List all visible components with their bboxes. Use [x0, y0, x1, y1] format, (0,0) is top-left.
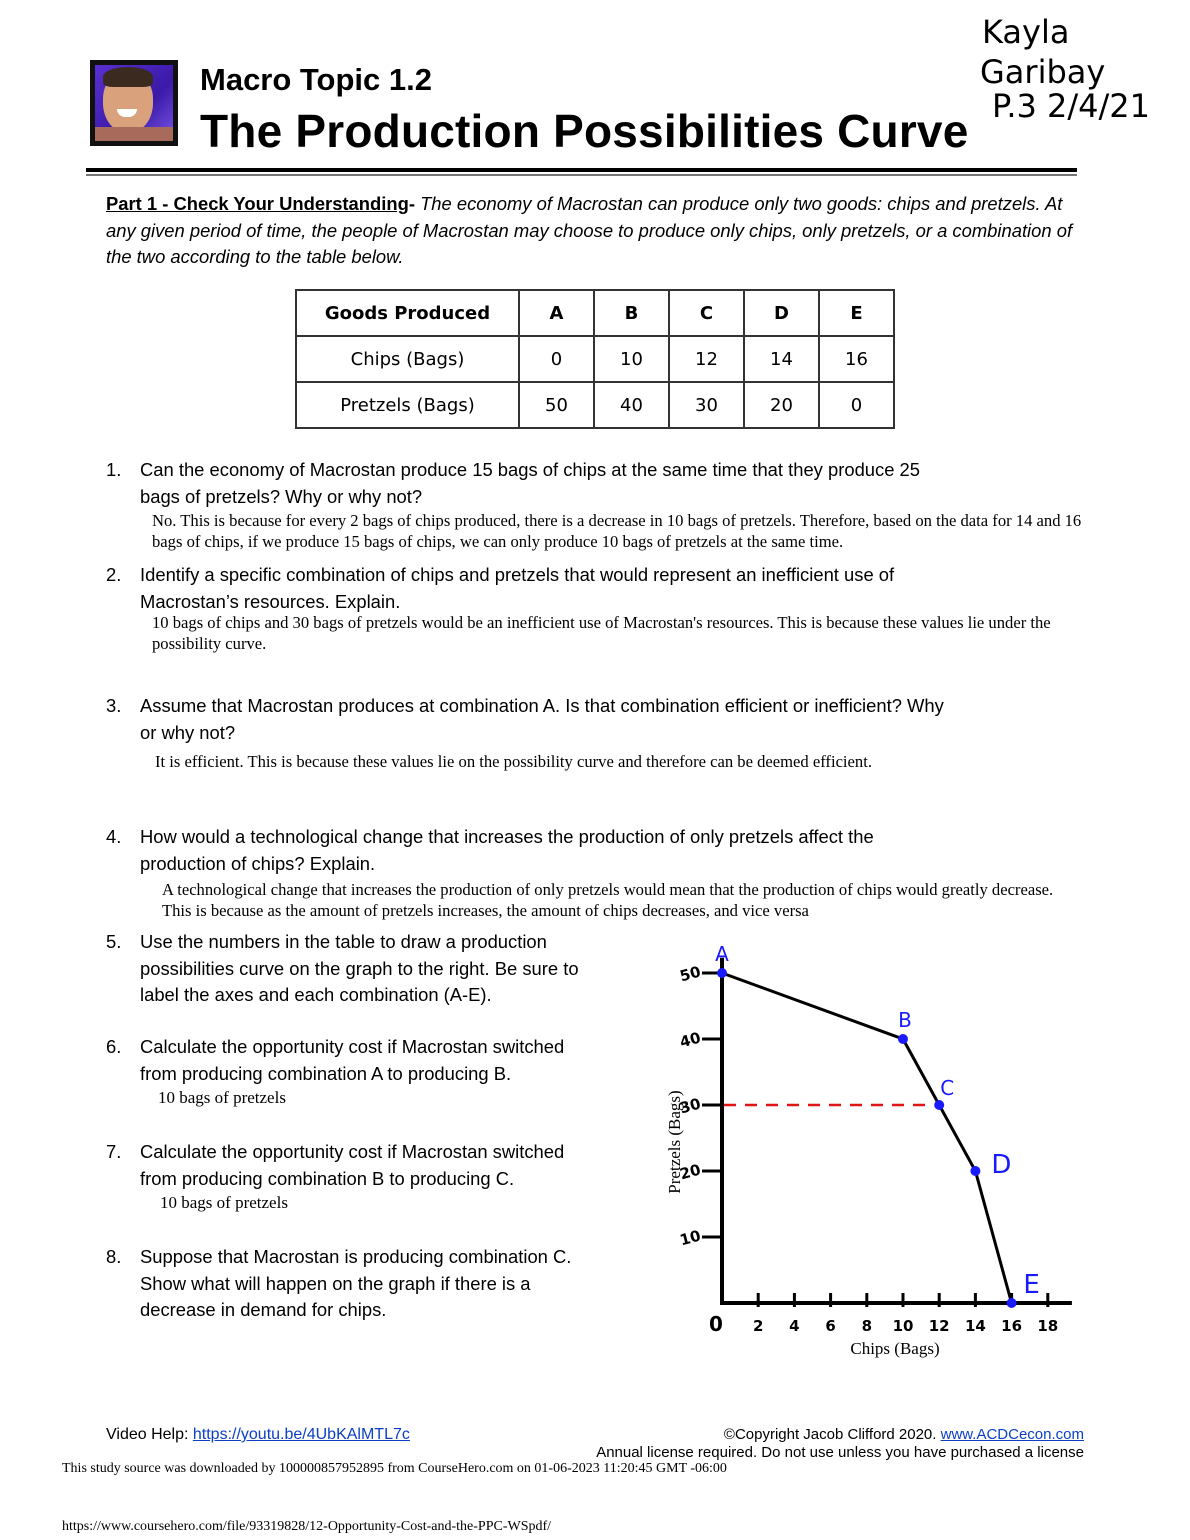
answer-6[interactable]: 10 bags of pretzels [158, 1088, 286, 1107]
answer-7[interactable]: 10 bags of pretzels [160, 1193, 288, 1212]
table-header-cell: A [519, 290, 594, 336]
table-cell: 0 [819, 382, 894, 428]
topic-heading: Macro Topic 1.2 [200, 62, 432, 97]
header-divider-thin [86, 174, 1077, 176]
question-line: Can the economy of Macrostan produce 15 bags of chips at the same time that they produce 25 [140, 459, 921, 480]
question-5 [106, 929, 666, 1014]
question-number: 6. [106, 1036, 122, 1057]
y-tick-label: 50 [677, 962, 703, 986]
answer-4[interactable]: A technological change that increases the production of only pretzels would mean that the production of chips would greatly decrease. This is because as the amount of pretzels increases, the amount of chips decreases, and vice versa [162, 880, 1054, 920]
ppc-line [722, 973, 1012, 1303]
question-number: 1. [106, 459, 122, 480]
point-label-e: E [1023, 1270, 1040, 1300]
question-number: 5. [106, 931, 122, 952]
table-header-cell: D [744, 290, 819, 336]
y-tick-label: 40 [677, 1028, 703, 1052]
table-cell: 16 [819, 336, 894, 382]
answer-1[interactable]: No. This is because for every 2 bags of chips produced, there is a decrease in 10 bags of pretzels. Therefore, based on the data for 14 and 16 bags of chips, if we produce 15 bags of chips, we can only produce 10 bags of pretzels at the same time. [152, 511, 1082, 551]
table-cell: 14 [744, 336, 819, 382]
table-cell: 20 [744, 382, 819, 428]
point-label-d: D [991, 1150, 1012, 1180]
question-number: 8. [106, 1246, 122, 1267]
goods-produced-table [295, 289, 895, 429]
signature-name-first: Kayla [982, 13, 1070, 51]
x-tick-label: 2 [752, 1317, 764, 1335]
question-line: label the axes and each combination (A-E). [140, 984, 492, 1005]
acdc-link[interactable]: www.ACDCecon.com [940, 1426, 1084, 1443]
header-divider [86, 168, 1077, 172]
question-6 [106, 1034, 666, 1094]
data-point-a [717, 968, 727, 978]
copyright-text: ©Copyright Jacob Clifford 2020. [723, 1426, 941, 1443]
x-tick-label: 4 [789, 1317, 800, 1335]
question-line: Identify a specific combination of chips and pretzels that would represent an inefficient use of [140, 564, 895, 585]
y-tick-label: 20 [677, 1160, 703, 1184]
question-line: production of chips? Explain. [140, 852, 376, 874]
handwritten-signature [970, 5, 1180, 125]
data-point-d [970, 1166, 980, 1176]
x-axis-label: Chips (Bags) [850, 1339, 940, 1358]
question-line: Use the numbers in the table to draw a production [140, 931, 547, 952]
point-label-b: B [898, 1008, 912, 1032]
y-tick-label: 10 [677, 1226, 703, 1250]
video-help-label: Video Help: [106, 1426, 193, 1443]
x-tick-label: 0 [709, 1312, 723, 1336]
table-header-cell: C [669, 290, 744, 336]
question-line: bags of pretzels? Why or why not? [140, 485, 423, 507]
table-cell: 0 [519, 336, 594, 382]
question-line: Assume that Macrostan produces at combination A. Is that combination efficient or inefficient? Why [140, 695, 944, 716]
table-header-cell: E [819, 290, 894, 336]
table-header-row [296, 290, 894, 336]
ppc-graph [650, 920, 1100, 1370]
table-cell: 30 [669, 382, 744, 428]
table-cell: Chips (Bags) [296, 336, 519, 382]
intro-text: The economy of Macrostan can produce only two goods: chips and pretzels. At any given period of time, the people of Macrostan may choose to produce only chips, only pretzels, or a combination of the two according to the table below. [106, 193, 1073, 267]
question-line: Show what will happen on the graph if there is a [140, 1272, 531, 1294]
part-label: Part 1 - Check Your Understanding [106, 193, 409, 214]
table-row-pretzels [296, 382, 894, 428]
question-text [140, 929, 579, 1009]
question-text [140, 1139, 564, 1192]
table-row-chips [296, 336, 894, 382]
table-header-cell: Goods Produced [296, 290, 519, 336]
video-help [106, 1426, 410, 1444]
question-line: How would a technological change that increases the production of only pretzels affect the [140, 826, 874, 847]
avatar-photo [95, 65, 173, 141]
x-tick-label: 14 [964, 1317, 986, 1335]
license-notice: Annual license required. Do not use unless you have purchased a license [596, 1444, 1084, 1461]
question-number: 4. [106, 826, 122, 847]
x-tick-label: 8 [861, 1317, 873, 1335]
question-text [140, 457, 920, 510]
download-note: This study source was downloaded by 100000857952895 from CourseHero.com on 01-06-2023 11:20:45 GMT -06:00 [62, 1461, 727, 1476]
axes [678, 958, 1072, 1336]
table-cell: 12 [669, 336, 744, 382]
question-text [140, 824, 874, 877]
question-text [140, 1244, 571, 1324]
answer-3[interactable]: It is efficient. This is because these values lie on the possibility curve and therefore can be deemed efficient. [155, 752, 872, 771]
question-text [140, 1034, 564, 1087]
x-tick-label: 18 [1037, 1317, 1059, 1335]
question-8 [106, 1244, 666, 1329]
data-point-c [934, 1100, 944, 1110]
table-cell: 40 [594, 382, 669, 428]
question-line: decrease in demand for chips. [140, 1299, 387, 1320]
x-tick-label: 12 [928, 1317, 950, 1335]
answer-2[interactable]: 10 bags of chips and 30 bags of pretzels would be an inefficient use of Macrostan's resources. This is because these values lie under the possibility curve. [152, 613, 1051, 653]
question-line: Macrostan’s resources. Explain. [140, 590, 401, 612]
signature-period-date: P.3 2/4/21 [992, 87, 1151, 125]
x-tick-label: 16 [1001, 1317, 1023, 1335]
ppc-points [715, 942, 1040, 1308]
question-line: Suppose that Macrostan is producing combination C. [140, 1246, 572, 1267]
question-line: or why not? [140, 721, 236, 743]
ppc-curve [722, 973, 1012, 1303]
question-line: from producing combination B to producing C. [140, 1167, 515, 1189]
question-line: possibilities curve on the graph to the right. Be sure to [140, 957, 579, 979]
x-tick-label: 6 [825, 1317, 836, 1335]
presenter-avatar [90, 60, 178, 146]
y-tick-label: 30 [677, 1094, 703, 1118]
question-text [140, 562, 894, 615]
question-number: 2. [106, 564, 122, 585]
data-point-e [1007, 1298, 1017, 1308]
table-cell: Pretzels (Bags) [296, 382, 519, 428]
table-cell: 50 [519, 382, 594, 428]
question-number: 7. [106, 1141, 122, 1162]
page-title: The Production Possibilities Curve [200, 105, 969, 157]
table-cell: 10 [594, 336, 669, 382]
source-url: https://www.coursehero.com/file/93319828/12-Opportunity-Cost-and-the-PPC-WSpdf/ [62, 1519, 552, 1534]
signature-name-last: Garibay [980, 53, 1106, 91]
part-dash: - [408, 193, 415, 214]
question-line: Calculate the opportunity cost if Macrostan switched [140, 1141, 565, 1162]
video-help-link[interactable]: https://youtu.be/4UbKAlMTL7c [192, 1426, 410, 1443]
y-axis-label: Pretzels (Bags) [665, 1090, 684, 1194]
copyright-notice [724, 1426, 1084, 1443]
point-label-c: C [940, 1076, 955, 1100]
question-7 [106, 1139, 666, 1199]
question-text [140, 693, 944, 746]
question-line: Calculate the opportunity cost if Macrostan switched [140, 1036, 565, 1057]
point-label-a: A [715, 942, 729, 966]
question-4 [106, 824, 1086, 884]
question-line: from producing combination A to producing B. [140, 1062, 512, 1084]
x-tick-label: 10 [892, 1317, 914, 1335]
question-3 [106, 693, 1096, 753]
intro-paragraph [106, 191, 1086, 271]
data-point-b [898, 1034, 908, 1044]
table-header-cell: B [594, 290, 669, 336]
question-number: 3. [106, 695, 122, 716]
